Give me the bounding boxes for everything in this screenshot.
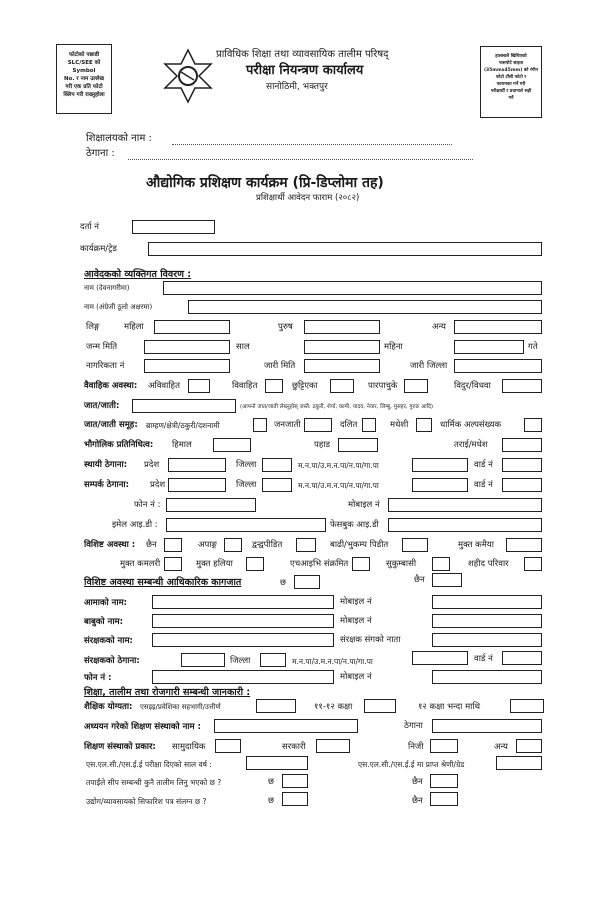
school-address-label: ठेगाना :	[86, 148, 115, 159]
father-mobile-label: मोबाइल नं	[340, 616, 372, 626]
docs-no-label: छैन	[414, 575, 425, 585]
guardian-municipality-label: म.न.पा/उ.म.न.पा/न.पा/गा.पा	[292, 657, 373, 666]
training-no-checkbox[interactable]	[430, 774, 458, 788]
qual-label: शैक्षिक योग्यता:	[84, 702, 133, 712]
docs-no-checkbox[interactable]	[432, 573, 462, 587]
brahmin-checkbox[interactable]	[253, 418, 267, 432]
relation-label: संरक्षक संगको नाता	[340, 635, 401, 645]
divorced-checkbox[interactable]	[330, 379, 354, 393]
janajati-label: जनजाती	[274, 420, 301, 430]
haliya-label: मुक्त हलिया	[196, 559, 233, 569]
slc-year-label: एस.एल.सी./एस.ई.ई परीक्षा दिएको साल वर्ष :	[86, 760, 212, 769]
note-line: क्लिप गरी राख्नुहोला	[63, 92, 105, 98]
rec-no-checkbox[interactable]	[430, 792, 458, 806]
special-label: विशिष्ट अवस्था :	[84, 540, 136, 550]
rec-no-label: छैन	[412, 796, 423, 806]
mobile-label: मोबाइल नं	[348, 500, 380, 510]
edu-address-input[interactable]	[432, 719, 542, 733]
widow-label: विदुर/विधवा	[454, 381, 491, 391]
darta-input[interactable]	[132, 220, 215, 234]
photo-note-right	[480, 46, 542, 118]
contact-district-input[interactable]	[262, 478, 292, 492]
dob-label: जन्म मिति	[86, 342, 118, 352]
brahmin-label: ब्राम्हण/क्षेत्री/ठकुरी/दशनामी	[146, 421, 220, 430]
contact-municipality-input[interactable]	[412, 478, 468, 492]
male-checkbox[interactable]	[304, 320, 380, 334]
disabled-label: अपाङ्ग	[198, 540, 217, 550]
flood-label: बाढी/भुकम्प पिडीत	[330, 540, 389, 550]
govt-label: सरकारी	[282, 742, 306, 752]
above12-label: १२ कक्षा भन्दा माथि	[418, 702, 481, 712]
contact-ward-label: वार्ड नं	[474, 480, 493, 490]
kamaiya-label: मुक्त कमैया	[458, 540, 494, 550]
himal-label: हिमाल	[172, 440, 192, 450]
note-line: हालसालै खिचिएको	[495, 54, 527, 59]
pahad-label: पहाड	[314, 440, 331, 450]
female-checkbox[interactable]	[154, 320, 230, 334]
name-en-label: नाम (अंग्रेजी ठूलो अक्षरमा)	[84, 303, 153, 311]
school-address-field[interactable]	[128, 158, 473, 160]
rec-yes-label: छ	[268, 796, 274, 806]
divorced-label: छुट्टिएका	[292, 381, 318, 391]
perm-province-input[interactable]	[168, 458, 226, 472]
guardian-label: संरक्षकको नाम:	[84, 636, 133, 646]
council-name: प्राविधिक शिक्षा तथा व्यावसायिक तालीम परिषद्	[216, 49, 389, 60]
flood-checkbox[interactable]	[402, 538, 428, 552]
mother-label: आमाको नाम:	[84, 598, 128, 608]
kamlari-checkbox[interactable]	[164, 557, 182, 571]
note-line: (35mmx45mm) को रंगीन	[483, 68, 539, 73]
see-label: एसइइ/प्रवेशिका सहभागी/उत्तीर्ण	[140, 703, 221, 711]
perm-addr-label: स्थायी ठेगाना:	[84, 460, 128, 470]
note-line: गर्ने	[508, 96, 514, 101]
relation-input[interactable]	[432, 633, 542, 647]
form-subtitle: प्रशिक्षार्थी आवेदन फाराम (२०८२)	[256, 193, 360, 203]
perm-municipality-label: म.न.पा/उ.म.न.पा/न.पा/गा.पा	[298, 461, 379, 470]
father-mobile-input[interactable]	[432, 614, 542, 628]
note-line: No. र नाम उल्लेख	[64, 76, 104, 82]
male-label: पुरुष	[278, 322, 293, 332]
martyr-checkbox[interactable]	[524, 557, 542, 571]
father-label: बाबुको नाम:	[84, 617, 123, 627]
edu-other-label: अन्य	[494, 742, 508, 752]
email-label: इमेल आइ.डी :	[112, 520, 158, 530]
married-checkbox[interactable]	[265, 379, 283, 393]
docs-yes-label: छ	[280, 578, 286, 588]
special-none-checkbox[interactable]	[164, 538, 182, 552]
disabled-checkbox[interactable]	[224, 538, 242, 552]
phone-input[interactable]	[166, 498, 256, 512]
caste-group-label: जात/जाती समूह:	[84, 420, 138, 430]
month-input[interactable]	[304, 340, 380, 354]
unmarried-checkbox[interactable]	[188, 379, 210, 393]
edu-other-checkbox[interactable]	[516, 739, 542, 753]
rec-yes-checkbox[interactable]	[282, 792, 308, 806]
photo-note-left	[56, 44, 112, 114]
note-line: परीक्षार्थी र प्रधानाले सही	[490, 89, 532, 94]
name-en-input[interactable]	[188, 300, 542, 314]
name-dev-input[interactable]	[163, 281, 542, 295]
conflict-checkbox[interactable]	[296, 538, 316, 552]
issue-date-label: जारी मिति	[264, 361, 296, 371]
guardian-mobile-input[interactable]	[432, 670, 542, 684]
darta-label: दर्ता नं	[80, 222, 99, 232]
mother-mobile-label: मोबाइल नं	[340, 597, 372, 607]
edu-address-label: ठेगाना	[404, 721, 423, 731]
private-label: निजी	[408, 742, 424, 752]
nepal-star-emblem-icon	[162, 48, 214, 104]
mother-mobile-input[interactable]	[432, 595, 542, 609]
note-line: SLC/SEE को Symbol	[67, 60, 101, 74]
school-type-label: शिक्षण संस्थाको प्रकार:	[84, 742, 156, 752]
govt-checkbox[interactable]	[316, 739, 350, 753]
docs-yes-checkbox[interactable]	[294, 575, 320, 589]
perm-district-label: जिल्ला	[236, 460, 257, 470]
contact-province-label: प्रदेश	[150, 480, 166, 490]
note-line: पासपोर्ट साइज	[498, 61, 524, 66]
note-line: फारामका गर्ने गरी	[496, 82, 526, 87]
madhesi-label: मधेशी	[390, 420, 409, 430]
school-name-field[interactable]	[172, 143, 452, 145]
special-none-label: छैन	[146, 540, 157, 550]
marital-label: वैवाहिक अवस्था:	[84, 381, 138, 391]
separated-checkbox[interactable]	[404, 379, 428, 393]
name-dev-label: नाम (देवनागरीमा)	[84, 284, 130, 292]
above12-checkbox[interactable]	[510, 699, 544, 713]
dalit-label: दलित	[340, 420, 358, 430]
training-question: तपाईंले सीप सम्बन्धी कुनै तालीम लिनु भएको छ ?	[86, 778, 222, 787]
email-input[interactable]	[166, 518, 326, 532]
office-name: परीक्षा नियन्त्रण कार्यालय	[246, 63, 364, 78]
married-label: विवाहित	[232, 381, 258, 391]
martyr-label: शहीद परिवार	[468, 559, 509, 569]
edu-heading: शिक्षा, तालीम तथा रोजगारी सम्बन्धी जानकारी :	[84, 687, 251, 698]
school-name-edu-input[interactable]	[214, 719, 358, 733]
guardian-ward-label: वार्ड नं	[474, 654, 493, 664]
grade1112-checkbox[interactable]	[364, 699, 396, 713]
sukumbasi-checkbox[interactable]	[432, 557, 450, 571]
minority-checkbox[interactable]	[524, 418, 542, 432]
kamlari-label: मुक्त कमलरी	[120, 559, 161, 569]
note-line: गरी एक प्रति फोटो	[65, 84, 103, 90]
mother-input[interactable]	[152, 595, 334, 609]
phone-label: फोन नं :	[134, 500, 161, 510]
note-line: फोटो टाँसी फोटो र	[495, 75, 527, 80]
hiv-label: एचआइभि संक्रमित	[290, 559, 349, 569]
perm-district-input[interactable]	[262, 458, 292, 472]
docs-heading: विशिष्ट अवस्था सम्बन्धी आधिकारिक कागजात	[84, 577, 242, 588]
day-label: गते	[528, 342, 538, 352]
madhesi-checkbox[interactable]	[416, 418, 432, 432]
program-input[interactable]	[148, 242, 542, 256]
slc-grade-label: एस.एल.सी./एस.ई.ई मा प्राप्त श्रेणी/ग्रेड	[358, 760, 465, 769]
janajati-checkbox[interactable]	[304, 418, 332, 432]
caste-label: जात/जाती:	[84, 401, 120, 411]
contact-district-label: जिल्ला	[236, 480, 257, 490]
year-label: साल	[236, 342, 250, 352]
sukumbasi-label: सुकुम्बासी	[386, 559, 417, 569]
training-yes-checkbox[interactable]	[282, 774, 308, 788]
guardian-ward-input[interactable]	[502, 651, 542, 665]
community-checkbox[interactable]	[215, 739, 241, 753]
perm-ward-label: वार्ड नं	[474, 460, 493, 470]
perm-municipality-input[interactable]	[412, 458, 468, 472]
dob-input[interactable]	[144, 340, 230, 354]
pahad-checkbox[interactable]	[338, 438, 378, 452]
guardian-municipality-input[interactable]	[412, 651, 468, 665]
perm-province-label: प्रदेश	[144, 460, 160, 470]
contact-municipality-label: म.न.पा/उ.म.न.पा/न.पा/गा.पा	[298, 481, 379, 490]
terai-checkbox[interactable]	[502, 438, 542, 452]
slc-grade-input[interactable]	[496, 756, 542, 770]
contact-addr-label: सम्पर्क ठेगाना:	[84, 480, 130, 490]
geo-label: भौगोलिक प्रतिनिधित्व:	[84, 440, 154, 450]
contact-province-input[interactable]	[168, 478, 226, 492]
father-input[interactable]	[152, 614, 334, 628]
form-title: औद्योगिक प्रशिक्षण कार्यक्रम (प्रि-डिप्लोमा तह)	[146, 175, 384, 191]
guardian-addr-label: संरक्षकको ठेगाना:	[84, 656, 140, 666]
other-gender-checkbox[interactable]	[454, 320, 542, 334]
citizenship-input[interactable]	[144, 359, 230, 373]
caste-hint: (आफ्नो जात/जाती लेख्नुहोस् जस्तै: ठकुरी, शेर्पा, कामी, यादव, नेवार, लिम्बु, मुसहर, गुरुङ आदि)	[240, 404, 434, 410]
dalit-checkbox[interactable]	[362, 418, 376, 432]
other-gender-label: अन्य	[432, 322, 446, 332]
guardian-district-label: जिल्ला	[230, 656, 251, 666]
guardian-phone-input[interactable]	[152, 670, 334, 684]
minority-label: धार्मिक अल्पसंख्यक	[440, 420, 502, 430]
widow-checkbox[interactable]	[502, 379, 542, 393]
kamaiya-checkbox[interactable]	[506, 538, 542, 552]
caste-input[interactable]	[132, 399, 236, 413]
guardian-province-input[interactable]	[181, 653, 225, 667]
school-name-label: शिक्षालयको नाम :	[86, 133, 152, 144]
office-location: सानोठिमी, भक्तपुर	[266, 82, 328, 92]
facebook-input[interactable]	[388, 518, 542, 532]
gender-label: लिङ्ग	[86, 322, 100, 332]
school-name-edu-label: अध्ययन गरेको शिक्षण संस्थाको नाम :	[84, 722, 201, 732]
program-label: कार्यक्रम/ट्रेड	[80, 244, 117, 254]
issue-district-label: जारी जिल्ला	[410, 361, 448, 371]
private-checkbox[interactable]	[430, 739, 458, 753]
note-line: फोटोको पछाडी	[68, 52, 100, 58]
month-label: महिना	[384, 342, 403, 352]
community-label: सामुदायिक	[172, 742, 206, 752]
himal-checkbox[interactable]	[213, 438, 251, 452]
issue-date-input[interactable]	[304, 359, 380, 373]
grade1112-label: ११-१२ कक्षा	[314, 702, 353, 712]
guardian-mobile-label: मोबाइल नं	[340, 672, 372, 682]
citizenship-label: नागरिकता नं	[86, 361, 125, 371]
unmarried-label: अविवाहित	[148, 381, 180, 391]
day-input[interactable]	[454, 340, 524, 354]
mobile-input[interactable]	[388, 498, 542, 512]
female-label: महिला	[124, 322, 144, 332]
contact-ward-input[interactable]	[502, 478, 542, 492]
hiv-checkbox[interactable]	[352, 557, 370, 571]
terai-label: तराई/मधेश	[454, 440, 488, 450]
perm-ward-input[interactable]	[502, 458, 542, 472]
training-no-label: छैन	[412, 777, 423, 787]
guardian-input[interactable]	[152, 633, 334, 647]
training-yes-label: छ	[268, 777, 274, 787]
issue-district-input[interactable]	[454, 359, 542, 373]
personal-heading: आवेदकको व्यक्तिगत विवरण :	[84, 269, 192, 280]
separated-label: पारपाचुके	[368, 381, 398, 391]
haliya-checkbox[interactable]	[246, 557, 264, 571]
recommendation-question: उद्योग/व्यावसायको सिफारिश पत्र संलग्न छ ?	[86, 797, 207, 806]
guardian-phone-label: फोन नं :	[84, 673, 112, 683]
guardian-district-input[interactable]	[260, 653, 286, 667]
facebook-label: फेसबुक आइ.डी	[330, 520, 379, 530]
conflict-label: द्वन्द्वपीडित	[252, 540, 283, 550]
slc-year-input[interactable]	[246, 756, 308, 770]
see-checkbox[interactable]	[256, 699, 296, 713]
